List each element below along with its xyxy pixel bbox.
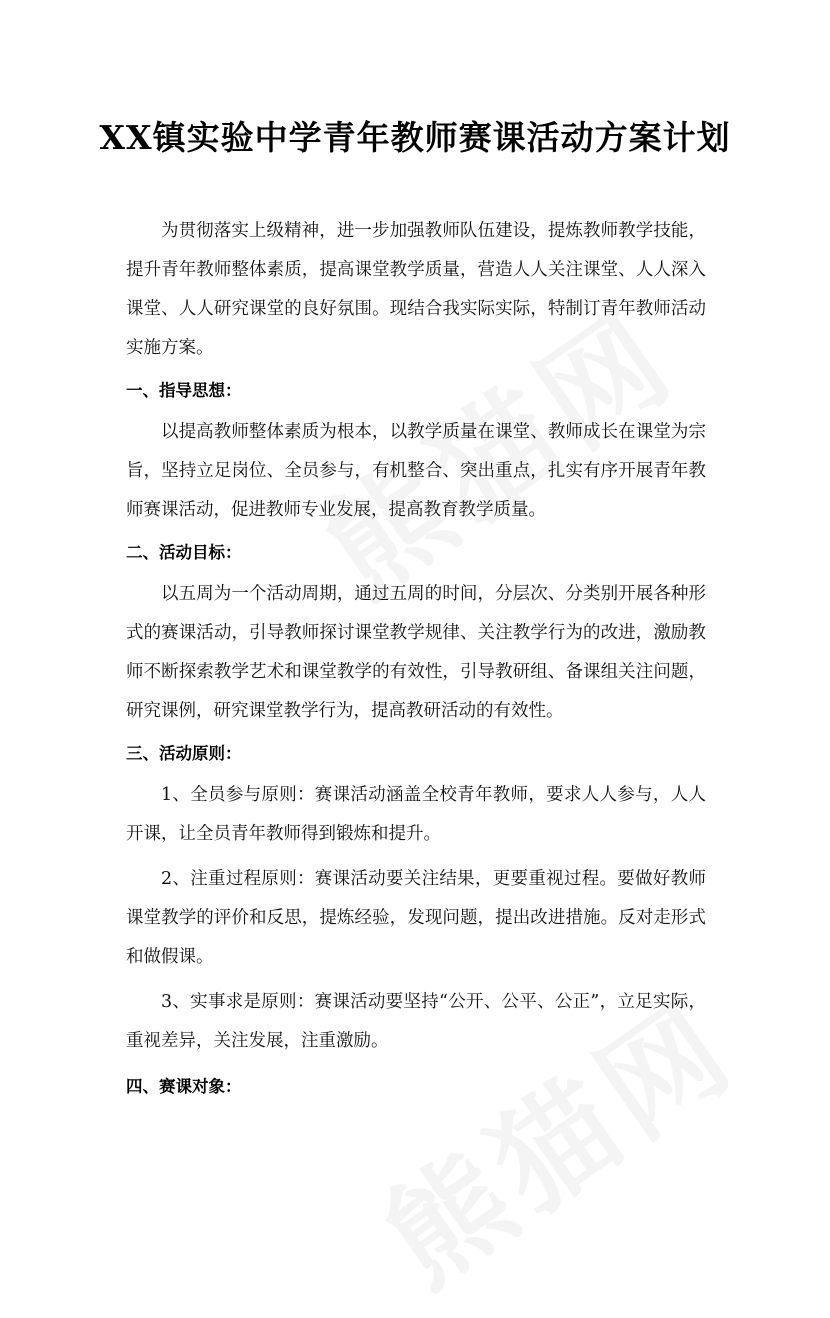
intro-paragraph: 为贯彻落实上级精神，进一步加强教师队伍建设，提炼教师教学技能，提升青年教师整体素质，提高课堂教学质量，营造人人关注课堂、人人深入课堂、人人研究课堂的良好氛围。现结合我实际实际，特制订青年教师活动实施方案。 [126, 221, 706, 358]
section-heading: 三、活动原则： [126, 744, 242, 763]
section-heading: 四、赛课对象： [126, 1077, 242, 1096]
section-paragraph: 3、实事求是原则：赛课活动要坚持“公开、公平、公正”，立足实际，重视差异，关注发展，注重激励。 [126, 992, 706, 1051]
section-heading: 一、指导思想： [126, 381, 242, 400]
section-paragraph: 1、全员参与原则：赛课活动涵盖全校青年教师，要求人人参与，人人开课，让全员青年教师得到锻炼和提升。 [126, 785, 706, 844]
document-body [126, 212, 706, 1109]
section-paragraph: 以提高教师整体素质为根本，以教学质量在课堂、教师成长在课堂为宗旨，坚持立足岗位、全员参与，有机整合、突出重点，扎实有序开展青年教师赛课活动，促进教师专业发展，提高教育教学质量。 [126, 422, 706, 520]
document-title: XX镇实验中学青年教师赛课活动方案计划 [99, 118, 731, 157]
section-paragraph: 以五周为一个活动周期，通过五周的时间，分层次、分类别开展各种形式的赛课活动，引导教师探讨课堂教学规律、关注教学行为的改进，激励教师不断探索教学艺术和课堂教学的有效性，引导教研组、备课组关注问题，研究课例，研究课堂教学行为，提高教研活动的有效性。 [126, 584, 706, 721]
section-heading: 二、活动目标： [126, 543, 242, 562]
section-paragraph: 2、注重过程原则：赛课活动要关注结果，更要重视过程。要做好教师课堂教学的评价和反思，提炼经验，发现问题，提出改进措施。反对走形式和做假课。 [126, 869, 706, 967]
